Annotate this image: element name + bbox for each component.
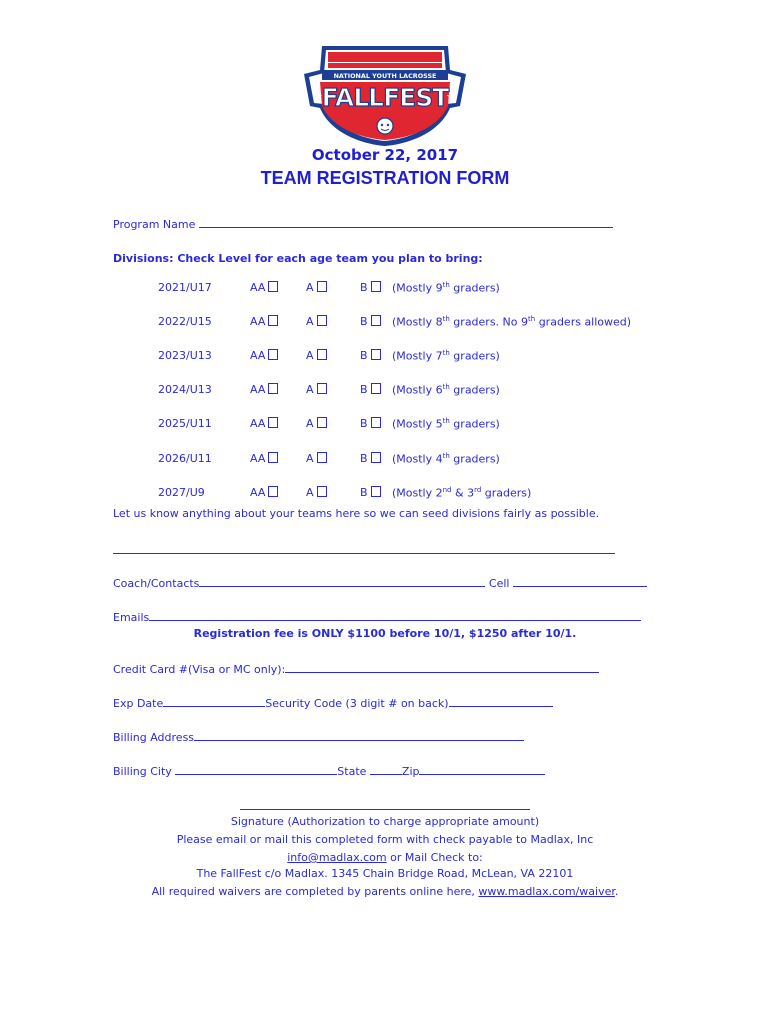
waiver-link[interactable]: www.madlax.com/waiver — [478, 885, 615, 898]
level-aa-label: AA — [250, 383, 266, 396]
division-year: 2023/U13 — [158, 349, 212, 362]
division-note: (Mostly 5th graders) — [392, 417, 500, 431]
billing-city-field[interactable] — [175, 763, 337, 775]
level-aa-label: AA — [250, 417, 266, 430]
division-year: 2024/U13 — [158, 383, 212, 396]
checkbox-aa[interactable] — [268, 417, 278, 428]
checkbox-b[interactable] — [371, 417, 381, 428]
waiver-line — [0, 885, 770, 898]
mailing-address: The FallFest c/o Madlax. 1345 Chain Bridge Road, McLean, VA 22101 — [196, 867, 574, 880]
emails-field[interactable] — [149, 609, 641, 621]
division-note: (Mostly 2nd & 3rd graders) — [392, 486, 532, 500]
form-title: TEAM REGISTRATION FORM — [260, 168, 510, 188]
program-name-row — [113, 216, 613, 231]
checkbox-b[interactable] — [371, 281, 381, 292]
team-notes-row — [113, 542, 615, 557]
security-code-label: Security Code (3 digit # on back) — [265, 697, 449, 710]
exp-date-label: Exp Date — [113, 697, 164, 710]
exp-date-field[interactable] — [163, 695, 265, 707]
exp-date-row — [113, 695, 553, 710]
emails-label: Emails — [113, 611, 150, 624]
checkbox-aa[interactable] — [268, 486, 278, 497]
level-aa-label: AA — [250, 281, 266, 294]
billing-address-label: Billing Address — [113, 731, 195, 744]
level-a-label: A — [306, 452, 314, 465]
credit-card-field[interactable] — [285, 661, 599, 673]
logo-main-text: FALLFEST — [321, 83, 449, 112]
level-b-label: B — [360, 417, 368, 430]
logo-top-text: NATIONAL YOUTH LACROSSE — [333, 72, 437, 80]
signature-field[interactable] — [240, 808, 530, 810]
division-year: 2021/U17 — [158, 281, 212, 294]
event-date: October 22, 2017 — [311, 146, 459, 164]
security-code-field[interactable] — [449, 695, 553, 707]
signature-label: Signature (Authorization to charge appropriate amount) — [230, 815, 540, 828]
mascot-icon — [377, 118, 393, 134]
program-name-label: Program Name — [113, 218, 196, 231]
credit-card-label: Credit Card #(Visa or MC only): — [113, 663, 286, 676]
checkbox-aa[interactable] — [268, 315, 278, 326]
division-year: 2026/U11 — [158, 452, 212, 465]
billing-city-label: Billing City — [113, 765, 172, 778]
cell-field[interactable] — [513, 575, 647, 587]
level-a-label: A — [306, 315, 314, 328]
level-a-label: A — [306, 383, 314, 396]
checkbox-b[interactable] — [371, 486, 381, 497]
division-year: 2022/U15 — [158, 315, 212, 328]
fallfest-logo — [300, 40, 470, 148]
level-a-label: A — [306, 281, 314, 294]
waiver-text: All required waivers are completed by parents online here, — [151, 885, 479, 898]
mascot-eye-icon — [387, 124, 389, 126]
cell-label: Cell — [488, 577, 510, 590]
checkbox-aa[interactable] — [268, 281, 278, 292]
division-note: (Mostly 8th graders. No 9th graders allowed) — [392, 315, 632, 329]
state-field[interactable] — [370, 763, 402, 775]
checkbox-b[interactable] — [371, 383, 381, 394]
level-b-label: B — [360, 281, 368, 294]
level-aa-label: AA — [250, 315, 266, 328]
division-note: (Mostly 7th graders) — [392, 349, 500, 363]
level-a-label: A — [306, 417, 314, 430]
checkbox-a[interactable] — [317, 349, 327, 360]
level-b-label: B — [360, 383, 368, 396]
checkbox-a[interactable] — [317, 417, 327, 428]
fee-notice: Registration fee is ONLY $1100 before 10/1, $1250 after 10/1. — [193, 627, 577, 640]
checkbox-aa[interactable] — [268, 349, 278, 360]
level-a-label: A — [306, 349, 314, 362]
logo-stripe — [328, 63, 442, 68]
star-icon: ★ — [446, 90, 456, 103]
state-label: State — [337, 765, 367, 778]
level-b-label: B — [360, 349, 368, 362]
level-aa-label: AA — [250, 486, 266, 499]
team-notes-field[interactable] — [113, 542, 615, 554]
billing-city-row — [113, 763, 545, 778]
level-a-label: A — [306, 486, 314, 499]
waiver-end: . — [614, 885, 619, 898]
program-name-field[interactable] — [199, 216, 613, 228]
level-b-label: B — [360, 315, 368, 328]
billing-address-field[interactable] — [194, 729, 524, 741]
division-note: (Mostly 6th graders) — [392, 383, 500, 397]
checkbox-b[interactable] — [371, 452, 381, 463]
division-year: 2027/U9 — [158, 486, 205, 499]
zip-field[interactable] — [419, 763, 545, 775]
division-note: (Mostly 9th graders) — [392, 281, 500, 295]
coach-field[interactable] — [199, 575, 485, 587]
mascot-eye-icon — [381, 124, 383, 126]
checkbox-b[interactable] — [371, 315, 381, 326]
email-link[interactable]: info@madlax.com — [287, 851, 387, 864]
checkbox-b[interactable] — [371, 349, 381, 360]
checkbox-a[interactable] — [317, 452, 327, 463]
checkbox-a[interactable] — [317, 281, 327, 292]
mail-check-text: or Mail Check to: — [386, 851, 483, 864]
level-b-label: B — [360, 452, 368, 465]
level-aa-label: AA — [250, 349, 266, 362]
coach-label: Coach/Contacts — [113, 577, 200, 590]
checkbox-aa[interactable] — [268, 452, 278, 463]
checkbox-a[interactable] — [317, 315, 327, 326]
checkbox-aa[interactable] — [268, 383, 278, 394]
zip-label: Zip — [401, 765, 420, 778]
division-year: 2025/U11 — [158, 417, 212, 430]
logo-top-band — [328, 52, 442, 62]
seed-instructions: Let us know anything about your teams here so we can seed divisions fairly as possible. — [113, 507, 600, 520]
checkbox-a[interactable] — [317, 383, 327, 394]
coach-row — [113, 575, 647, 590]
emails-row — [113, 609, 641, 624]
mail-instructions: Please email or mail this completed form with check payable to Madlax, Inc — [176, 833, 594, 846]
level-b-label: B — [360, 486, 368, 499]
email-line — [0, 851, 770, 864]
star-icon: ★ — [313, 90, 323, 103]
divisions-heading: Divisions: Check Level for each age team you plan to bring: — [113, 252, 483, 265]
division-note: (Mostly 4th graders) — [392, 452, 500, 466]
level-aa-label: AA — [250, 452, 266, 465]
checkbox-a[interactable] — [317, 486, 327, 497]
billing-address-row — [113, 729, 524, 744]
credit-card-row — [113, 661, 599, 676]
